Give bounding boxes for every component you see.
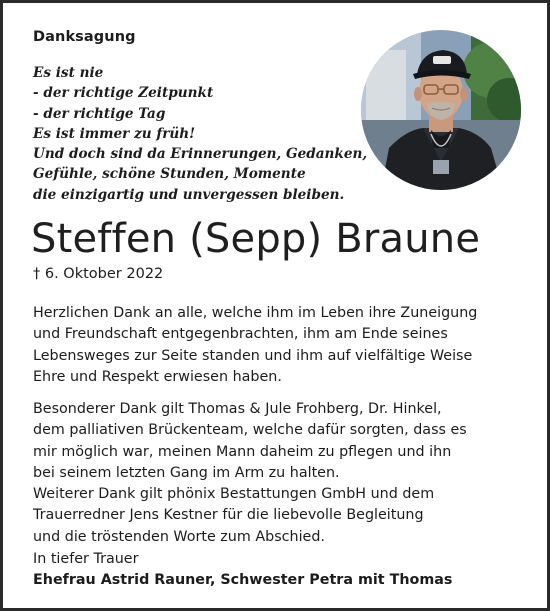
signature: Ehefrau Astrid Rauner, Schwester Petra mit Thomas — [33, 572, 453, 588]
text-line: Besonderer Dank gilt Thomas & Jule Frohberg, Dr. Hinkel, — [33, 401, 442, 417]
poem — [33, 63, 373, 205]
text-line: Weiterer Dank gilt phönix Bestattungen GmbH und dem — [33, 486, 435, 503]
text-line: dem palliativen Brückenteam, welche dafür sorgten, dass es — [33, 422, 467, 439]
deceased-name: Steffen (Sepp) Braune — [31, 216, 481, 262]
poem-line: Gefühle, schöne Stunden, Momente — [33, 166, 306, 183]
text-line: Lebensweges zur Seite standen und ihm auf vielfältige Weise — [33, 347, 473, 364]
portrait-illustration — [361, 30, 521, 190]
text-line: und die tröstenden Worte zum Abschied. — [33, 528, 325, 545]
text-line: bei seinem letzten Gang im Arm zu halten. — [33, 464, 340, 481]
poem-line: Und doch sind da Erinnerungen, Gedanken, — [33, 146, 368, 163]
poem-line: Es ist immer zu früh! — [33, 125, 196, 142]
text-line: und Freundschaft entgegenbrachten, ihm am Ende seines — [33, 326, 448, 343]
poem-line: - der richtige Tag — [33, 105, 166, 122]
thanks-paragraph-2 — [33, 399, 528, 548]
poem-line: die einzigartig und unvergessen bleiben. — [33, 186, 345, 203]
poem-line: Es ist nie — [33, 65, 104, 81]
text-line: Herzlichen Dank an alle, welche ihm im Leben ihre Zuneigung — [33, 305, 478, 321]
portrait-photo — [361, 30, 521, 190]
thanks-paragraph-1 — [33, 303, 528, 388]
death-date: † 6. Oktober 2022 — [33, 266, 164, 282]
text-line: mir möglich war, meinen Mann daheim zu pflegen und ihn — [33, 443, 452, 460]
text-line: Ehre und Respekt erwiesen haben. — [33, 368, 282, 385]
page-title: Danksagung — [33, 29, 136, 45]
text-line: Trauerredner Jens Kestner für die liebevolle Begleitung — [33, 507, 424, 524]
poem-line: - der richtige Zeitpunkt — [33, 85, 214, 102]
mourning-line: In tiefer Trauer — [33, 551, 139, 567]
